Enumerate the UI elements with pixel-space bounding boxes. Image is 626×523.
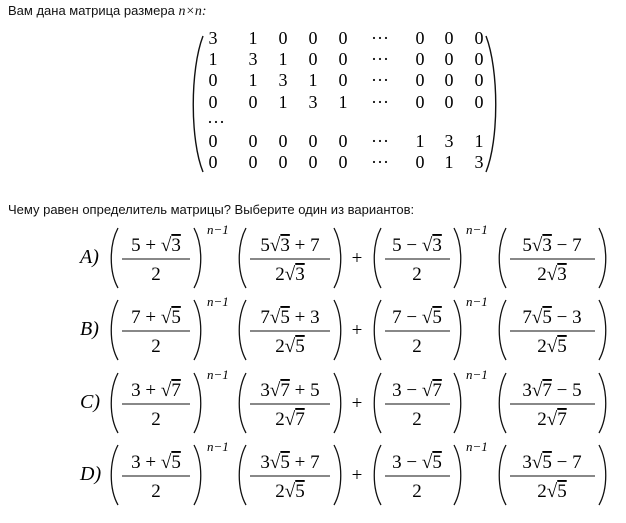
- left-paren: [239, 228, 246, 288]
- left-paren: [374, 300, 381, 360]
- left-paren: [499, 445, 506, 505]
- matrix-cell: 0: [278, 152, 288, 172]
- matrix-cell: ···: [371, 92, 389, 112]
- denominator: 2: [151, 336, 161, 357]
- right-paren: [454, 228, 461, 288]
- numerator: 3√7 + 5: [260, 380, 320, 401]
- matrix-cell: 3: [474, 152, 484, 172]
- denominator: 2√3: [537, 264, 567, 285]
- left-paren: [239, 373, 246, 433]
- matrix-cell: 0: [474, 49, 484, 69]
- numerator: 5√3 + 7: [260, 235, 320, 256]
- matrix-cell: 0: [308, 152, 318, 172]
- denominator: 2: [412, 336, 422, 357]
- right-paren: [334, 373, 341, 433]
- matrix-cell: 0: [338, 131, 348, 151]
- matrix-cell: 1: [444, 152, 454, 172]
- matrix-cell: 1: [248, 70, 258, 90]
- option-label: D): [80, 463, 102, 485]
- left-paren: [239, 300, 246, 360]
- right-paren: [599, 373, 606, 433]
- option-b[interactable]: [0, 292, 626, 368]
- intro-label: Вам дана матрица размера: [8, 3, 175, 18]
- option-label: A): [80, 246, 99, 268]
- matrix-cell: 1: [248, 28, 258, 48]
- left-paren: [374, 445, 381, 505]
- denominator: 2√5: [537, 336, 567, 357]
- matrix-cell: 0: [444, 92, 454, 112]
- left-paren: [239, 445, 246, 505]
- matrix-cell: 1: [415, 131, 425, 151]
- exponent: n−1: [466, 294, 488, 309]
- matrix-left-paren: [193, 36, 203, 172]
- right-paren: [334, 300, 341, 360]
- numerator: 3 − √7: [392, 380, 442, 401]
- matrix-cell: 0: [474, 28, 484, 48]
- option-label: C): [80, 391, 100, 413]
- matrix-cell: 0: [415, 70, 425, 90]
- left-paren: [374, 373, 381, 433]
- denominator: 2√7: [537, 409, 567, 430]
- numerator: 3 + √7: [131, 380, 181, 401]
- matrix-cell: ···: [371, 49, 389, 69]
- matrix-cells: [207, 28, 483, 172]
- plus-sign: +: [351, 248, 363, 269]
- matrix-cell: ···: [207, 112, 225, 132]
- matrix-cell: 3: [248, 49, 258, 69]
- matrix-cell: 3: [444, 131, 454, 151]
- matrix-cell: 0: [278, 28, 288, 48]
- numerator: 3 + √5: [131, 452, 181, 473]
- matrix-cell: ···: [371, 152, 389, 172]
- right-paren: [454, 373, 461, 433]
- right-paren: [454, 445, 461, 505]
- matrix-cell: 0: [208, 131, 218, 151]
- plus-sign: +: [351, 393, 363, 414]
- left-paren: [374, 228, 381, 288]
- numerator: 7 − √5: [392, 307, 442, 328]
- matrix-cell: 0: [248, 131, 258, 151]
- matrix-cell: 1: [208, 49, 218, 69]
- left-paren: [111, 373, 118, 433]
- left-paren: [499, 228, 506, 288]
- numerator: 7√5 − 3: [522, 307, 582, 328]
- plus-sign: +: [351, 320, 363, 341]
- left-paren: [499, 373, 506, 433]
- numerator: 3 − √5: [392, 452, 442, 473]
- matrix-cell: 0: [338, 28, 348, 48]
- numerator: 5√3 − 7: [522, 235, 582, 256]
- matrix-cell: 0: [444, 70, 454, 90]
- exponent: n−1: [207, 439, 229, 454]
- denominator: 2√7: [275, 409, 305, 430]
- exponent: n−1: [207, 222, 229, 237]
- matrix-cell: 0: [415, 92, 425, 112]
- matrix-cell: 1: [338, 92, 348, 112]
- matrix-cell: 1: [308, 70, 318, 90]
- denominator: 2: [412, 409, 422, 430]
- matrix-cell: 3: [208, 28, 218, 48]
- right-paren: [334, 445, 341, 505]
- matrix-cell: ···: [371, 70, 389, 90]
- option-c[interactable]: [0, 365, 626, 441]
- matrix-cell: 0: [308, 131, 318, 151]
- exponent: n−1: [466, 367, 488, 382]
- matrix-cell: 0: [338, 152, 348, 172]
- matrix-cell: 0: [208, 152, 218, 172]
- matrix-cell: 0: [338, 49, 348, 69]
- exponent: n−1: [207, 367, 229, 382]
- numerator: 5 + √3: [131, 235, 181, 256]
- question-text: Чему равен определитель матрицы? Выберите один из вариантов:: [8, 202, 415, 217]
- numerator: 3√5 − 7: [522, 452, 582, 473]
- matrix-cell: 0: [444, 49, 454, 69]
- numerator: 7 + √5: [131, 307, 181, 328]
- matrix-cell: 0: [278, 131, 288, 151]
- numerator: 3√5 + 7: [260, 452, 320, 473]
- denominator: 2: [412, 481, 422, 502]
- option-label: B): [80, 318, 99, 340]
- left-paren: [111, 300, 118, 360]
- denominator: 2√5: [275, 336, 305, 357]
- left-paren: [111, 228, 118, 288]
- right-paren: [599, 300, 606, 360]
- option-d[interactable]: [0, 437, 626, 513]
- denominator: 2√5: [537, 481, 567, 502]
- exponent: n−1: [466, 439, 488, 454]
- matrix-cell: 0: [308, 28, 318, 48]
- right-paren: [454, 300, 461, 360]
- matrix-cell: 3: [278, 70, 288, 90]
- denominator: 2√5: [275, 481, 305, 502]
- matrix-cell: 0: [444, 28, 454, 48]
- matrix-cell: 1: [278, 49, 288, 69]
- denominator: 2: [151, 264, 161, 285]
- matrix-cell: 0: [248, 152, 258, 172]
- right-paren: [334, 228, 341, 288]
- numerator: 7√5 + 3: [260, 307, 320, 328]
- plus-sign: +: [351, 465, 363, 486]
- matrix-cell: 0: [415, 28, 425, 48]
- right-paren: [194, 228, 201, 288]
- denominator: 2: [151, 481, 161, 502]
- matrix-cell: 0: [308, 49, 318, 69]
- matrix-cell: 0: [208, 70, 218, 90]
- matrix-cell: ···: [371, 131, 389, 151]
- matrix-cell: 0: [208, 92, 218, 112]
- denominator: 2√3: [275, 264, 305, 285]
- denominator: 2: [151, 409, 161, 430]
- denominator: 2: [412, 264, 422, 285]
- right-paren: [599, 445, 606, 505]
- numerator: 3√7 − 5: [522, 380, 582, 401]
- matrix-cell: 1: [474, 131, 484, 151]
- matrix: [0, 0, 626, 200]
- right-paren: [194, 300, 201, 360]
- matrix-cell: 0: [474, 92, 484, 112]
- matrix-cell: 0: [415, 152, 425, 172]
- left-paren: [111, 445, 118, 505]
- matrix-cell: 0: [338, 70, 348, 90]
- right-paren: [194, 373, 201, 433]
- matrix-right-paren: [486, 36, 496, 172]
- intro-dims: n×n:: [178, 4, 207, 19]
- exponent: n−1: [466, 222, 488, 237]
- matrix-cell: 0: [248, 92, 258, 112]
- matrix-cell: 1: [278, 92, 288, 112]
- matrix-cell: 0: [474, 70, 484, 90]
- matrix-cell: 0: [415, 49, 425, 69]
- exponent: n−1: [207, 294, 229, 309]
- option-a[interactable]: [0, 220, 626, 296]
- matrix-cell: ···: [371, 28, 389, 48]
- right-paren: [599, 228, 606, 288]
- right-paren: [194, 445, 201, 505]
- left-paren: [499, 300, 506, 360]
- matrix-cell: 3: [308, 92, 318, 112]
- numerator: 5 − √3: [392, 235, 442, 256]
